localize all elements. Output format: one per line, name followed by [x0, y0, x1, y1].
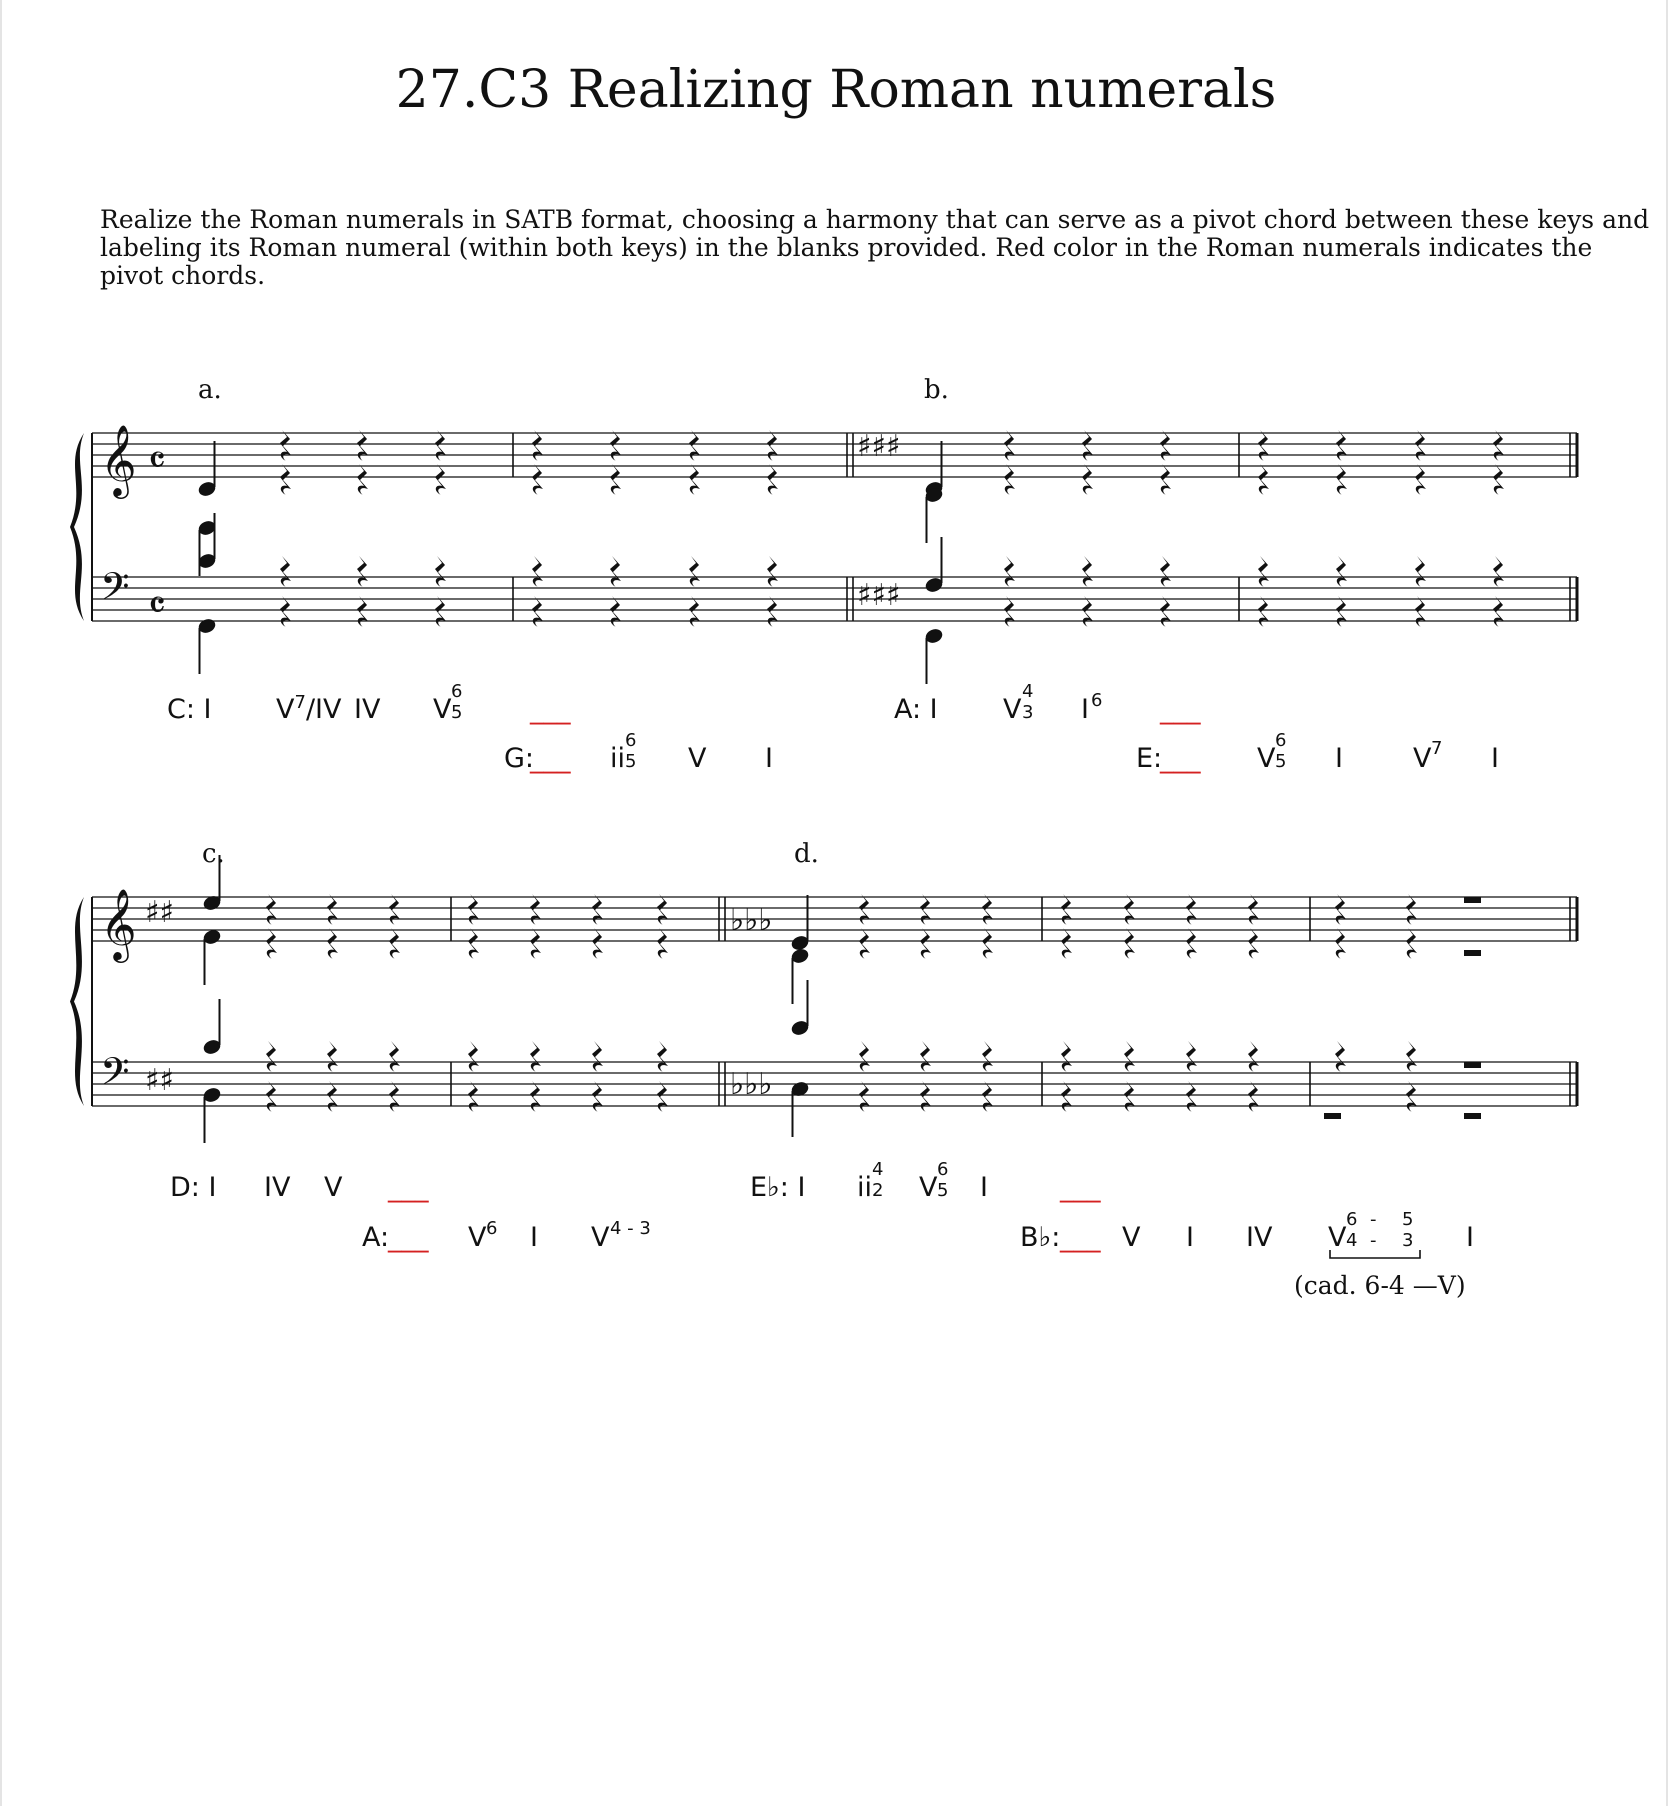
system-2-treble-rest-upper	[530, 894, 541, 925]
rn-d-dash-top: -	[1370, 1209, 1377, 1230]
instructions-line-1: Realize the Roman numerals in SATB format, choosing a harmony that can serve as a pivot chord between these keys and	[100, 205, 1650, 234]
rn-a-iv: IV	[354, 694, 381, 725]
system-2-treble-rest-lower	[327, 928, 338, 959]
staff-notation	[70, 423, 1577, 1143]
system-1-bass-rest-lower	[435, 596, 446, 627]
system-2-bass-rest-upper	[920, 1041, 931, 1072]
system-2-bass-rest-lower	[530, 1081, 541, 1112]
system-1-treble-rest-upper	[1336, 430, 1347, 461]
rn-c-v: V	[324, 1172, 343, 1203]
system-2-bass-rest-upper	[982, 1041, 993, 1072]
rn-d-v65-sub: 5	[937, 1180, 949, 1201]
system-2-bass-rest-upper	[1186, 1041, 1197, 1072]
rn-a-v65: V	[433, 694, 452, 725]
system-1-treble-rest-lower	[1336, 464, 1347, 495]
system-1-bass-rest-upper	[1336, 556, 1347, 587]
rn-b-v43-sub: 3	[1022, 702, 1034, 723]
roman-numerals-b-key1	[894, 681, 1201, 725]
system-1-treble-rest-upper	[1160, 430, 1171, 461]
rn-c-i: I	[530, 1222, 538, 1253]
system-2-treble-rest-lower	[657, 928, 668, 959]
rn-d-i-final: I	[1466, 1222, 1474, 1253]
rn-c-v6-sup: 6	[486, 1218, 498, 1239]
system-1-treble-rest-lower	[280, 464, 291, 495]
system-2-half-rest	[1464, 897, 1481, 903]
rn-b-v43: V	[1003, 694, 1022, 725]
key-signature-a-treble: ♯♯♯	[857, 429, 901, 464]
pivot-blank-a2[interactable]: ___	[530, 743, 571, 774]
system-2-bass-rest-upper	[327, 1041, 338, 1072]
system-2-treble-rest-lower	[1406, 928, 1417, 959]
system-2-treble-rest-upper	[657, 894, 668, 925]
system-1-treble-clef: 𝄞	[100, 423, 137, 496]
rn-d-ii42-sup: 4	[872, 1159, 884, 1180]
key-label-c1: D: I	[170, 1172, 217, 1203]
system-1-bass-rest-upper	[610, 556, 621, 587]
system-2-treble-rest-upper	[1335, 894, 1346, 925]
system-2-treble-rest-upper	[1061, 894, 1072, 925]
system-1-bass-rest-upper	[1160, 556, 1171, 587]
pivot-blank-d2[interactable]: ___	[1060, 1222, 1101, 1253]
system-2-treble-rest-lower	[920, 928, 931, 959]
system-2-bass-rest-lower	[327, 1081, 338, 1112]
rn-b-i-final: I	[1491, 743, 1499, 774]
system-2-bass-rest-lower	[1406, 1081, 1417, 1112]
system-1-bass-rest-upper	[767, 556, 778, 587]
system-1-treble-rest-upper	[357, 430, 368, 461]
rn-d-ii42-sub: 2	[872, 1180, 884, 1201]
rn-c-v6: V	[468, 1222, 487, 1253]
rn-b-i6-sup: 6	[1091, 690, 1103, 711]
system-2-bass-rest-upper	[389, 1041, 400, 1072]
system-2-bass-rest-lower	[859, 1081, 870, 1112]
system-2-treble-rest-upper	[468, 894, 479, 925]
system-2-bass-rest-upper	[657, 1041, 668, 1072]
system-1-treble-rest-lower	[1493, 464, 1504, 495]
key-signature-d-treble: ♯♯	[145, 895, 175, 930]
system-1-brace	[70, 433, 84, 621]
system-2-treble-rest-lower	[1061, 928, 1072, 959]
pivot-blank-c1[interactable]: ___	[388, 1172, 429, 1203]
rn-b-i6: I	[1081, 694, 1089, 725]
system-1-treble-rest-upper	[767, 430, 778, 461]
rn-d-sup-6: 6	[1346, 1209, 1358, 1230]
system-1-bass-rest-upper	[1493, 556, 1504, 587]
system-2-half-rest	[1464, 1062, 1481, 1068]
pivot-blank-c2[interactable]: ___	[388, 1222, 429, 1253]
system-1-treble-rest-lower	[1258, 464, 1269, 495]
key-label-c2: A:	[362, 1222, 390, 1253]
system-1-treble-rest-lower	[357, 464, 368, 495]
pivot-blank-b1[interactable]: ___	[1160, 694, 1201, 725]
system-1-treble-rest-upper	[689, 430, 700, 461]
rn-a-ii65: ii	[610, 743, 626, 774]
rn-a-i: I	[765, 743, 773, 774]
system-2-treble-rest-upper	[1186, 894, 1197, 925]
system-2-bass-rest-lower	[982, 1081, 993, 1112]
system-2-half-rest	[1464, 950, 1481, 956]
system-1-bass-rest-lower	[1004, 596, 1015, 627]
system-1-bass-rest-upper	[280, 556, 291, 587]
system-1-bass-rest-upper	[1415, 556, 1426, 587]
system-2-bass-rest-lower	[920, 1081, 931, 1112]
rn-c-v43-sup: 4 - 3	[610, 1218, 651, 1239]
system-2-treble-rest-upper	[266, 894, 277, 925]
system-2-treble-rest-upper	[982, 894, 993, 925]
rn-c-iv: IV	[264, 1172, 291, 1203]
rn-d-v64-53: V	[1328, 1222, 1347, 1253]
rn-d-v65-sup: 6	[937, 1159, 949, 1180]
system-2-bass-rest-lower	[468, 1081, 479, 1112]
system-2-bass-rest-upper	[468, 1041, 479, 1072]
system-2-treble-rest-lower	[1124, 928, 1135, 959]
rn-d-v65: V	[919, 1172, 938, 1203]
system-2-treble-rest-upper	[1124, 894, 1135, 925]
system-1-treble-rest-lower	[610, 464, 621, 495]
rn-d-ii42: ii	[857, 1172, 873, 1203]
system-1-bass-rest-upper	[1258, 556, 1269, 587]
rn-a-v: V	[688, 743, 707, 774]
rn-d-i: I	[980, 1172, 988, 1203]
system-2-treble-rest-lower	[1186, 928, 1197, 959]
system-1-bass-rest-upper	[532, 556, 543, 587]
system-1-bass-rest-upper	[435, 556, 446, 587]
system-2-treble-rest-lower	[592, 928, 603, 959]
rn-a-v65-sup: 6	[451, 681, 463, 702]
system-1-treble-rest-lower	[1082, 464, 1093, 495]
common-time-treble: 𝄴	[148, 438, 166, 484]
rn-b-v43-sup: 4	[1022, 681, 1034, 702]
system-2-treble-rest-upper	[859, 894, 870, 925]
system-2-treble-rest-upper	[592, 894, 603, 925]
system-2-treble-rest-upper	[327, 894, 338, 925]
roman-numerals-a-key1	[167, 681, 571, 725]
roman-numerals-c-key1	[170, 1172, 429, 1203]
system-2-bass-rest-upper	[530, 1041, 541, 1072]
system-2-treble-rest-lower	[1335, 928, 1346, 959]
system-1-treble-rest-lower	[1160, 464, 1171, 495]
system-1-bass-rest-lower	[1493, 596, 1504, 627]
system-2-bass-rest-lower	[389, 1081, 400, 1112]
system-1-treble-rest-lower	[1415, 464, 1426, 495]
rn-d-v: V	[1122, 1222, 1141, 1253]
system-2-treble-rest-lower	[859, 928, 870, 959]
system-2-bass-rest-upper	[1248, 1041, 1259, 1072]
key-signature-eb-treble: ♭♭♭	[730, 903, 773, 938]
system-2-treble-rest-lower	[266, 928, 277, 959]
system-1-bass-rest-lower	[1082, 596, 1093, 627]
rn-c-v43: V	[591, 1222, 610, 1253]
key-label-b1: A: I	[894, 694, 938, 725]
system-2-bass-rest-upper	[1406, 1041, 1417, 1072]
system-1-treble-rest-upper	[610, 430, 621, 461]
system-1-treble-rest-upper	[1415, 430, 1426, 461]
rn-a-ii65-sub: 5	[625, 751, 637, 772]
key-label-d2: B♭:	[1020, 1222, 1061, 1253]
system-1-bass-rest-upper	[689, 556, 700, 587]
key-label-a2: G:	[504, 743, 535, 774]
system-1-bass-rest-upper	[357, 556, 368, 587]
key-label-a1: C: I	[167, 694, 212, 725]
system-1-treble-rest-upper	[1493, 430, 1504, 461]
system-2-bass-rest-lower	[1124, 1081, 1135, 1112]
system-1-bass-rest-lower	[1258, 596, 1269, 627]
pivot-blank-d1[interactable]: ___	[1060, 1172, 1101, 1203]
rn-b-v65-sup: 6	[1275, 730, 1287, 751]
key-label-b2: E:	[1136, 743, 1163, 774]
system-2-bass-rest-upper	[1124, 1041, 1135, 1072]
system-2-treble-rest-upper	[920, 894, 931, 925]
rn-b-v7-sup: 7	[1431, 738, 1443, 759]
system-2-bass-rest-lower	[657, 1081, 668, 1112]
system-1-bass-rest-lower	[1160, 596, 1171, 627]
system-1-bass-rest-lower	[357, 596, 368, 627]
common-time-bass: 𝄴	[148, 583, 166, 629]
system-2-treble-rest-lower	[1248, 928, 1259, 959]
system-1-treble-rest-lower	[532, 464, 543, 495]
page-title: 27.C3 Realizing Roman numerals	[395, 60, 1277, 120]
system-2-half-rest	[1324, 1113, 1341, 1119]
system-2-treble-rest-lower	[468, 928, 479, 959]
system-2-bass-rest-lower	[266, 1081, 277, 1112]
system-1-bass-rest-lower	[532, 596, 543, 627]
system-1-treble-rest-upper	[1258, 430, 1269, 461]
rn-b-v65-sub: 5	[1275, 751, 1287, 772]
roman-numerals-d-key2	[1020, 1209, 1474, 1300]
system-2-bass-rest-lower	[1061, 1081, 1072, 1112]
exercise-label-b: b.	[924, 375, 949, 405]
rn-d-sub-4: 4	[1346, 1230, 1358, 1251]
rn-a-v65-sub: 5	[451, 702, 463, 723]
system-2-bass-rest-upper	[859, 1041, 870, 1072]
system-1-bass-rest-lower	[610, 596, 621, 627]
roman-numerals-a-key2	[504, 730, 773, 774]
system-2-half-rest	[1464, 1113, 1481, 1119]
rn-b-i: I	[1335, 743, 1343, 774]
system-1-bass-rest-lower	[1336, 596, 1347, 627]
system-1-treble-rest-lower	[1004, 464, 1015, 495]
instructions-line-3: pivot chords.	[100, 261, 266, 290]
rn-d-iv: IV	[1246, 1222, 1273, 1253]
system-2-bass-rest-lower	[592, 1081, 603, 1112]
system-2-treble-clef: 𝄞	[100, 887, 137, 960]
music-score	[2, 0, 1668, 1806]
system-2-brace	[70, 897, 84, 1106]
system-2-bass-rest-upper	[1061, 1041, 1072, 1072]
system-1-treble-rest-upper	[1004, 430, 1015, 461]
system-1-bass-rest-upper	[1082, 556, 1093, 587]
system-1-bass-rest-lower	[689, 596, 700, 627]
roman-numerals-b-key2	[1136, 730, 1499, 774]
pivot-blank-a1[interactable]: ___	[530, 694, 571, 725]
exercise-label-c: c.	[202, 839, 225, 869]
rn-d-i2: I	[1186, 1222, 1194, 1253]
system-2-treble-rest-upper	[1406, 894, 1417, 925]
system-1-treble-rest-lower	[767, 464, 778, 495]
system-1-bass-rest-upper	[1004, 556, 1015, 587]
system-1-treble-rest-upper	[280, 430, 291, 461]
system-1-bass-rest-lower	[1415, 596, 1426, 627]
system-2-bass-rest-lower	[1248, 1081, 1259, 1112]
roman-numerals-c-key2	[362, 1218, 651, 1253]
system-2-bass-rest-upper	[1335, 1041, 1346, 1072]
system-2-bass-rest-upper	[266, 1041, 277, 1072]
rn-a-ii65-sup: 6	[625, 730, 637, 751]
key-signature-a-bass: ♯♯♯	[857, 578, 901, 613]
roman-numerals-d-key1	[750, 1159, 1101, 1203]
system-1-treble-rest-upper	[532, 430, 543, 461]
system-1-bass-rest-lower	[767, 596, 778, 627]
system-2-treble-rest-upper	[389, 894, 400, 925]
pivot-blank-b2[interactable]: ___	[1160, 743, 1201, 774]
exercise-label-a: a.	[198, 375, 222, 405]
instructions-line-2: labeling its Roman numeral (within both keys) in the blanks provided. Red color in the Roman numerals indicates the	[100, 233, 1593, 262]
rn-d-dash-bottom: -	[1370, 1230, 1377, 1251]
system-1-bass-clef: 𝄢	[100, 564, 130, 618]
key-label-d1: E♭: I	[750, 1172, 806, 1203]
system-2-bass-rest-upper	[592, 1041, 603, 1072]
exercise-label-d: d.	[794, 839, 819, 869]
system-2-treble-rest-lower	[982, 928, 993, 959]
rn-d-sub-3: 3	[1402, 1230, 1414, 1251]
rn-d-sup-5: 5	[1402, 1209, 1414, 1230]
cadence-note: (cad. 6-4 —V)	[1294, 1271, 1466, 1300]
system-2-bass-rest-lower	[1186, 1081, 1197, 1112]
system-1-bass-rest-lower	[280, 596, 291, 627]
rn-a-v7-of-iv: $V^7/IV$	[276, 692, 342, 725]
system-1-treble-rest-lower	[435, 464, 446, 495]
rn-b-v65: V	[1257, 743, 1276, 774]
system-1-treble-rest-upper	[1082, 430, 1093, 461]
system-2-treble-rest-lower	[389, 928, 400, 959]
system-2-treble-rest-upper	[1248, 894, 1259, 925]
system-1-treble-rest-lower	[689, 464, 700, 495]
key-signature-d-bass: ♯♯	[145, 1063, 175, 1098]
key-signature-eb-bass: ♭♭♭	[730, 1067, 773, 1102]
rn-b-v7: V	[1413, 743, 1432, 774]
system-2-bass-clef: 𝄢	[100, 1049, 130, 1103]
system-2-treble-rest-lower	[530, 928, 541, 959]
system-1-treble-rest-upper	[435, 430, 446, 461]
